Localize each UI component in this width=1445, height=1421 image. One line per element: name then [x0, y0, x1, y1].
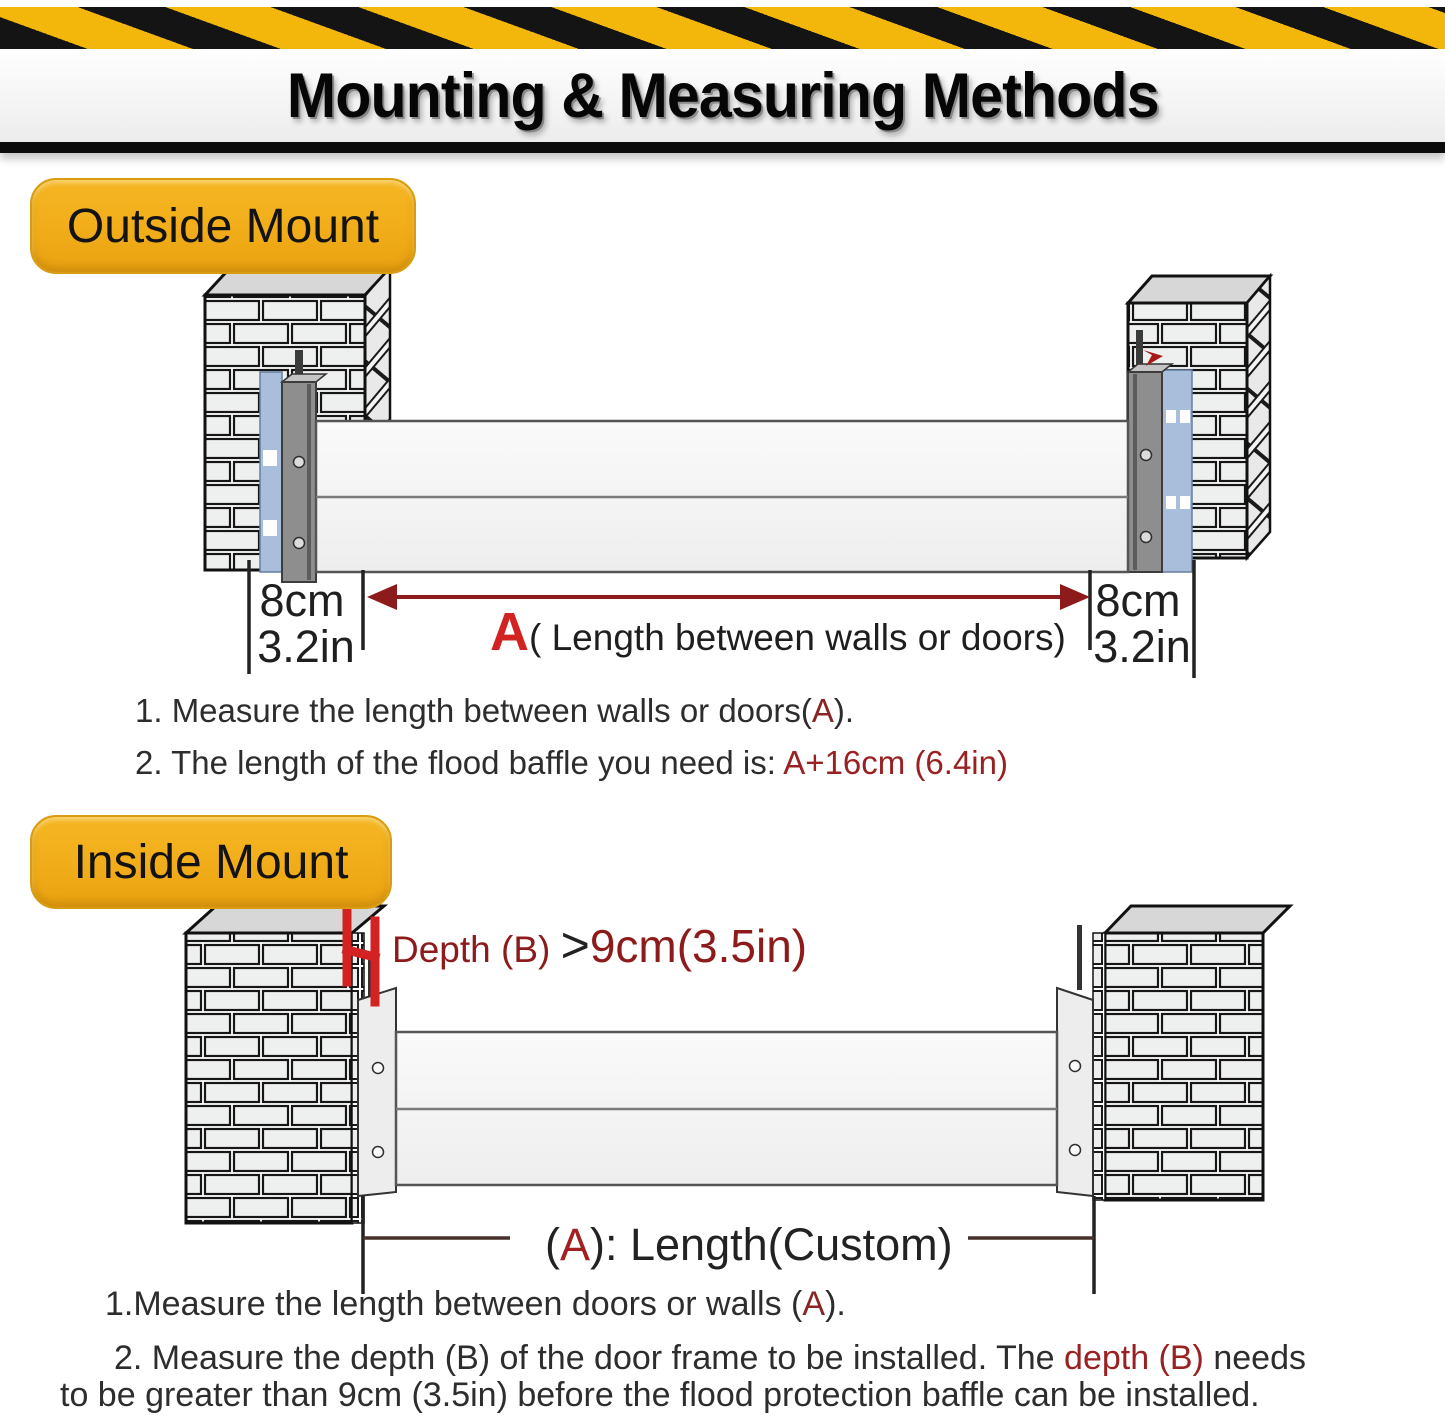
inside-right-pillar-top-face — [1105, 906, 1290, 933]
screw-hole — [294, 457, 305, 468]
step-var: A — [811, 692, 834, 729]
screw-hole — [294, 538, 305, 549]
screw-hole — [1141, 532, 1152, 543]
screw-hole — [373, 1147, 384, 1158]
outside-flood-baffle — [316, 421, 1128, 572]
inside-dimension — [363, 1196, 1094, 1294]
depth-value: 9cm(3.5in) — [589, 920, 808, 972]
outside-right-seal-strip — [1162, 370, 1192, 572]
screw-hole — [1141, 450, 1152, 461]
step-text: ). — [833, 692, 855, 729]
left-offset-in-label: 3.2in — [257, 621, 355, 672]
inside-flood-baffle — [396, 1032, 1057, 1185]
page-title: Mounting & Measuring Methods — [286, 60, 1159, 131]
screw-hole — [373, 1063, 384, 1074]
inside-step-2 — [60, 1340, 1430, 1414]
arrowhead-left — [367, 584, 397, 610]
inside-mount-badge — [30, 815, 392, 909]
inside-step-1 — [60, 1286, 1430, 1323]
inside-left-pillar — [186, 906, 396, 1223]
length-annotation — [545, 1219, 953, 1270]
step-text: 1. Measure the length between walls or doors( — [135, 692, 812, 729]
outside-mount-badge — [30, 178, 416, 274]
outside-mount-diagram — [0, 250, 1445, 690]
length-var: A — [560, 1219, 591, 1270]
right-offset-in-label: 3.2in — [1093, 621, 1191, 672]
span-var: A — [490, 602, 529, 662]
outside-right-seal-mark-2 — [1180, 410, 1190, 423]
step-highlight: depth (B) — [1064, 1339, 1204, 1377]
step-text: 2. Measure the depth (B) of the door frame to be installed. The — [114, 1339, 1065, 1377]
inside-mount-badge-label: Inside Mount — [73, 835, 349, 889]
step-var: A — [802, 1285, 826, 1323]
greater-than-sign: > — [560, 917, 590, 973]
inside-left-mounting-plate — [358, 988, 396, 1196]
inside-right-mounting-plate — [1057, 988, 1093, 1196]
outside-dimension — [249, 560, 1194, 678]
step-highlight: A+16cm (6.4in) — [783, 744, 1008, 781]
depth-annotation — [392, 917, 807, 973]
outside-left-seal-mark-1 — [263, 450, 277, 466]
inside-right-pillar-front-face — [1105, 933, 1263, 1200]
inside-right-anchor-rod — [1077, 925, 1082, 990]
outside-right-seal-mark-1 — [1166, 410, 1176, 423]
title-banner — [0, 49, 1445, 153]
span-label — [490, 602, 1066, 662]
outside-right-pillar — [1128, 276, 1270, 572]
step-text: to be greater than 9cm (3.5in) before the flood protection baffle can be installed. — [60, 1376, 1260, 1414]
left-offset-cm-label: 8cm — [259, 575, 345, 626]
outside-step-1 — [135, 692, 1008, 730]
outside-right-seal-mark-4 — [1180, 496, 1190, 509]
outside-step-2 — [135, 744, 1008, 782]
inside-left-pillar-top-face — [186, 906, 384, 933]
span-label-text: ( Length between walls or doors) — [529, 617, 1066, 658]
step-text: 1.Measure the length between doors or walls ( — [105, 1285, 803, 1323]
step-text: ). — [825, 1285, 846, 1323]
outside-right-pillar-side-face — [1247, 276, 1270, 558]
inside-right-pillar — [1057, 906, 1290, 1200]
inside-right-pillar-edge — [1093, 933, 1105, 1200]
inside-left-pillar-front-face — [186, 933, 352, 1223]
step-text: needs — [1203, 1339, 1306, 1377]
outside-right-seal-mark-3 — [1166, 496, 1176, 509]
inside-mount-diagram — [0, 895, 1445, 1300]
arrowhead-right — [1060, 584, 1090, 610]
outside-right-pillar-top-face — [1128, 276, 1270, 303]
right-offset-cm-label: 8cm — [1095, 575, 1181, 626]
screw-hole — [1070, 1061, 1081, 1072]
step-text: 2. The length of the flood baffle you need is: — [135, 744, 784, 781]
outside-mount-badge-label: Outside Mount — [66, 199, 380, 253]
length-pre: ( — [545, 1219, 560, 1270]
hazard-tape-stripes — [0, 7, 1445, 49]
length-post: ): Length(Custom) — [590, 1219, 953, 1270]
outside-left-seal-mark-2 — [263, 520, 277, 536]
depth-label: Depth (B) — [392, 929, 561, 970]
outside-left-seal-strip — [260, 372, 282, 572]
screw-hole — [1070, 1145, 1081, 1156]
outside-instructions — [135, 692, 1008, 782]
inside-instructions — [60, 1286, 1430, 1414]
